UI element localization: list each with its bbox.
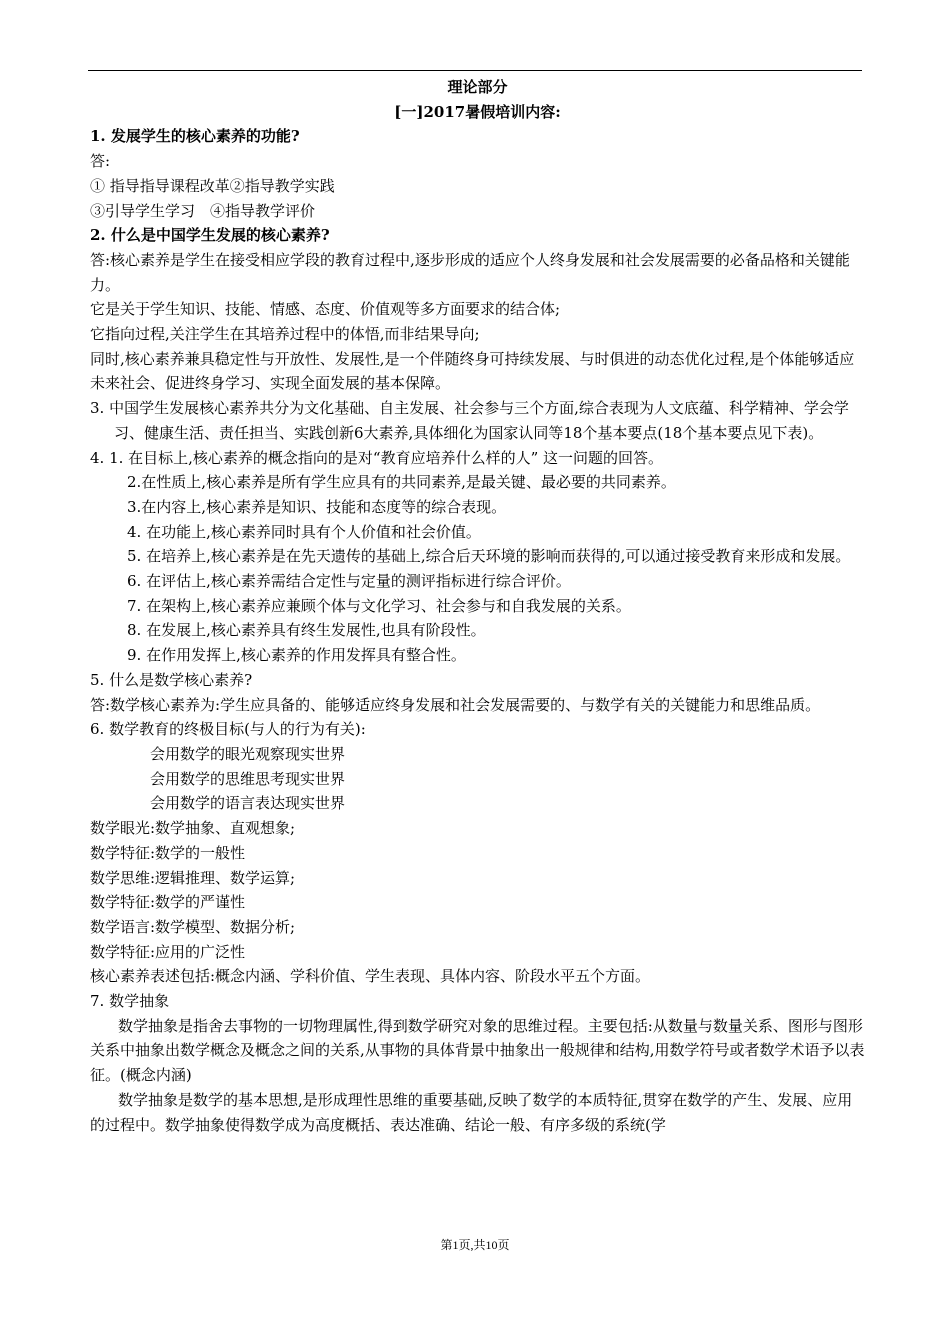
- q4-item: 5. 在培养上,核心素养是在先天遗传的基础上,综合后天环境的影响而获得的,可以通过接受教育来形成和发展。: [127, 547, 851, 566]
- page-title: 理论部分: [447, 78, 508, 96]
- q7-heading: 7. 数学抽象: [90, 992, 170, 1011]
- q3-paragraph: 3. 中国学生发展核心素养共分为文化基础、自主发展、社会参与三个方面,综合表现为人文底蕴、科学精神、学会学习、健康生活、责任担当、实践创新6大素养,具体细化为国家认同等18个基本要点(18个基本要点见下表)。: [90, 399, 849, 442]
- q4-item: 9. 在作用发挥上,核心素养的作用发挥具有整合性。: [127, 646, 466, 665]
- q6-goal: 会用数学的眼光观察现实世界: [150, 744, 346, 763]
- q1-line1: ① 指导指导课程改革②指导教学实践: [90, 176, 335, 195]
- q6-heading: 6. 数学教育的终极目标(与人的行为有关):: [90, 720, 366, 739]
- header-rule: [88, 70, 862, 71]
- q4-item: 4. 在功能上,核心素养同时具有个人价值和社会价值。: [127, 522, 481, 541]
- q2-paragraph: 答:核心素养是学生在接受相应学段的教育过程中,逐步形成的适应个人终身发展和社会发展需要的必备品格和关键能力。: [90, 250, 850, 294]
- q5-heading: 5. 什么是数学核心素养?: [90, 670, 253, 689]
- q6-line: 数学特征:数学的一般性: [90, 843, 246, 862]
- q2-paragraph: 它指向过程,关注学生在其培养过程中的体悟,而非结果导向;: [90, 325, 480, 344]
- document-page: [90, 75, 865, 1137]
- q4-item: 4. 1. 在目标上,核心素养的概念指向的是对“教育应培养什么样的人” 这一问题的回答。: [90, 448, 664, 467]
- q4-item: 2.在性质上,核心素养是所有学生应具有的共同素养,是最关键、最必要的共同素养。: [127, 473, 676, 492]
- q7-paragraph: 数学抽象是指舍去事物的一切物理属性,得到数学研究对象的思维过程。主要包括:从数量与数量关系、图形与图形关系中抽象出数学概念及概念之间的关系,从事物的具体背景中抽象出一般规律和结构,用数学符号或者数学术语予以表征。(概念内涵): [90, 1016, 865, 1085]
- q1-answer-label: 答:: [90, 152, 111, 171]
- q7-paragraph: 数学抽象是数学的基本思想,是形成理性思维的重要基础,反映了数学的本质特征,贯穿在数学的产生、发展、应用的过程中。数学抽象使得数学成为高度概括、表达准确、结论一般、有序多级的系统(学: [90, 1090, 853, 1134]
- q2-heading: 2. 什么是中国学生发展的核心素养?: [90, 226, 330, 245]
- q1-line2: ③引导学生学习 ④指导教学评价: [90, 201, 316, 220]
- q2-paragraph: 它是关于学生知识、技能、情感、态度、价值观等多方面要求的结合体;: [90, 300, 561, 319]
- q6-line: 核心素养表述包括:概念内涵、学科价值、学生表现、具体内容、阶段水平五个方面。: [90, 967, 651, 986]
- q6-goal: 会用数学的语言表达现实世界: [150, 794, 346, 813]
- page-footer: 第1页,共10页: [440, 1238, 510, 1252]
- q6-line: 数学思维:逻辑推理、数学运算;: [90, 868, 296, 887]
- q5-answer: 答:数学核心素养为:学生应具备的、能够适应终身发展和社会发展需要的、与数学有关的关键能力和思维品质。: [90, 695, 821, 714]
- q4-item: 3.在内容上,核心素养是知识、技能和态度等的综合表现。: [127, 497, 507, 516]
- q4-item: 6. 在评估上,核心素养需结合定性与定量的测评指标进行综合评价。: [127, 572, 571, 591]
- q6-line: 数学眼光:数学抽象、直观想象;: [90, 819, 296, 838]
- q6-goal: 会用数学的思维思考现实世界: [150, 769, 346, 788]
- q4-item: 8. 在发展上,核心素养具有终生发展性,也具有阶段性。: [127, 621, 486, 640]
- page-subtitle: [一]2017暑假培训内容:: [394, 102, 561, 121]
- q2-paragraph: 同时,核心素养兼具稳定性与开放性、发展性,是一个伴随终身可持续发展、与时俱进的动态优化过程,是个体能够适应未来社会、促进终身学习、实现全面发展的基本保障。: [90, 349, 855, 393]
- q6-line: 数学特征:数学的严谨性: [90, 893, 246, 912]
- q6-line: 数学特征:应用的广泛性: [90, 942, 246, 961]
- q1-heading: 1. 发展学生的核心素养的功能?: [90, 127, 300, 146]
- q6-line: 数学语言:数学模型、数据分析;: [90, 917, 296, 936]
- q4-item: 7. 在架构上,核心素养应兼顾个体与文化学习、社会参与和自我发展的关系。: [127, 596, 631, 615]
